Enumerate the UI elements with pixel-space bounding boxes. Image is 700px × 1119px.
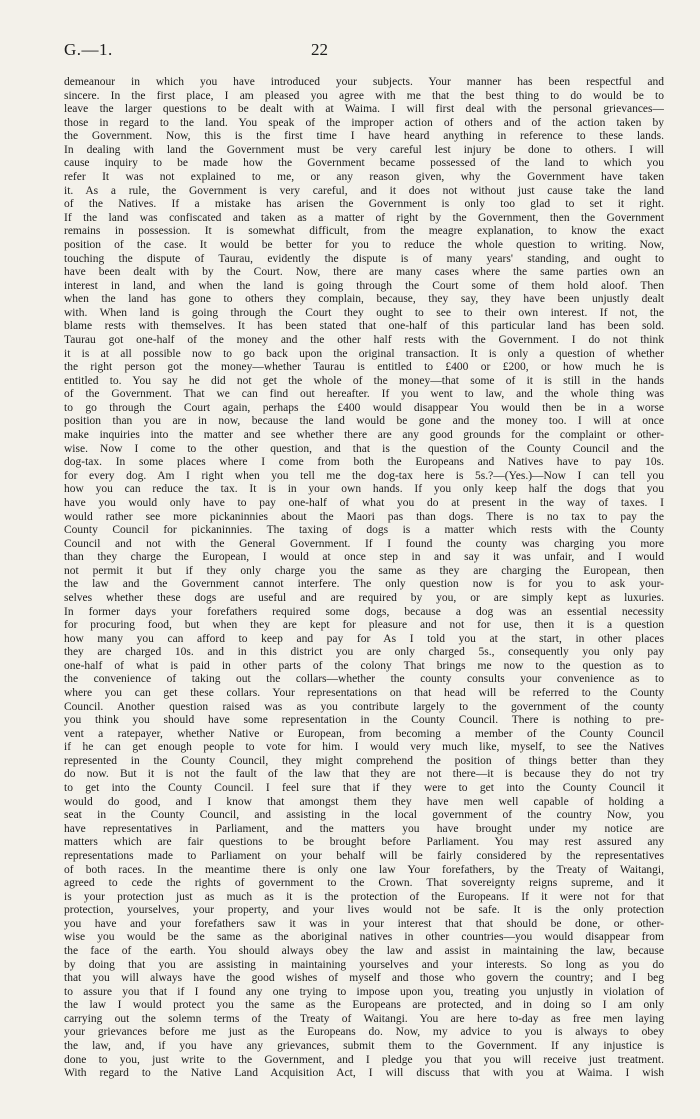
text-line: protection, yourselves, your property, and your lives would not be safe. It is the only protection [64,904,664,917]
text-line: dog-tax. In some places where I come from both the Europeans and Natives have to pay 10s. [64,456,664,469]
text-line: refer It was not explained to me, or any reason given, why the Government have taken [64,171,664,184]
text-line: In former days your forefathers required some dogs, because a dog was an essential necessity [64,605,664,618]
text-line: touching the dispute of Taurau, evidently the dispute is of many years' standing, and ought to [64,252,664,265]
text-line: vent a ratepayer, whether Native or European, from becoming a member of the County Council [64,727,664,740]
text-line: for procuring food, but when they are kept for pleasure and not for use, then it is a question [64,619,664,632]
text-line: carrying out the solemn terms of the Treaty of Waitangi. You are here to-day as free men laying [64,1012,664,1025]
page-reference: G.—1. [64,40,113,59]
text-line: wise. Now I come to the other question, and that is the question of the County Council and the [64,442,664,455]
text-line: selves whether these dogs are useful and are required by you, or are simply kept as luxuries. [64,591,664,604]
text-line: where you can get these collars. Your representations on that head will be referred to the County [64,687,664,700]
text-line: cause inquiry to be made how the Government became possessed of the land to which you [64,157,664,170]
text-line: to go through the Court again, perhaps the £400 would disappear You would then be in a worse [64,401,664,414]
text-line: how many you can afford to keep and pay for As I told you at the start, in other places [64,632,664,645]
text-line: leave the larger questions to be dealt with at Waima. I will first deal with the personal grievances— [64,103,664,116]
text-line: the law and the Government cannot interfere. The only question now is for you to ask your- [64,578,664,591]
text-line: remains in possession. It is somewhat difficult, from the meagre explanation, to know the exact [64,225,664,238]
text-line: is your protection just as much as it is the protection of the Europeans. If it were not for that [64,890,664,903]
text-line: County Council for pickaninnies. The taxing of dogs is a matter which rests with the County [64,524,664,537]
text-line: represented in the County Council, they might comprehend the position of things better than they [64,754,664,767]
text-line: Council and not with the General Government. If I found the county was charging you more [64,537,664,550]
text-line: make inquiries into the matter and see whether there are any good grounds for the complaint or other- [64,429,664,442]
text-line: of the Natives. If a mistake has arisen the Government is only too glad to set it right. [64,198,664,211]
text-line: the convenience of taking out the collars—whether the county consults your convenience as to [64,673,664,686]
text-line: would do good, and I know that amongst them they have men well capable of holding a [64,795,664,808]
text-line: your grievances before me just as the Europeans do. Now, my advice to you is always to obey [64,1026,664,1039]
text-line: sincere. In the first place, I am pleased you agree with me that the best thing to do would be to [64,89,664,102]
text-line: the face of the earth. You should always obey the law and assist in maintaining the law, because [64,945,664,957]
text-line: it. As a rule, the Government is very careful, and it does not without just cause take the land [64,184,664,197]
text-line: to assure you that if I found any one trying to impose upon you, treating you unjustly in violation of [64,985,664,998]
text-line: to get into the County Council. I feel sure that if they were to get into the County Council it [64,782,664,795]
text-line: Taurau got one-half of the money and the other half rests with the Government. I do not think [64,333,664,346]
text-line: those in regard to the land. You speak of the improper action of others and of the action taken by [64,116,664,129]
text-line: the law, and, if you have any grievances, submit them to the Government. If any injustice is [64,1040,664,1053]
text-line: position than you are in now, because the land would be gone and the money too. I will at once [64,415,664,428]
text-line: than they charge the European, I would at once step in and say it was unfair, and I would [64,551,664,564]
text-line: of both races. In the meantime there is only one law Your forefathers, by the Treaty of Waitangi, [64,863,664,876]
text-line: the law I would protect you the same as the Europeans are protected, and in doing so I am only [64,999,664,1012]
text-line: have representatives in Parliament, and the matters you have brought under my notice are [64,822,664,835]
text-line: how you can reduce the tax. It is in your own hands. If you only keep half the dogs that you [64,483,664,496]
text-line: you think you should have some representation in the County Council. There is nothing to pre- [64,714,664,727]
text-line: position of the case. It would be better for you to reduce the whole question to writing. Now, [64,238,664,251]
body-text [64,76,664,1081]
text-line: of the Government. That we can find out hereafter. If you went to law, and the whole thing was [64,388,664,401]
text-line: done to you, just write to the Government, and I pledge you that you will receive just treatment. [64,1053,664,1066]
text-line: they are charged 10s. and in this district you are only charged 5s., consequently you only pay [64,646,664,659]
text-line: the Government. Now, this is the first time I have heard anything in reference to these lands. [64,130,664,143]
text-line: interest in land, and when the land is going through the Court some of them hold aloof. Then [64,279,664,292]
text-line: entitled to. You say he did not get the whole of the money—that some of it is still in the hands [64,374,664,387]
text-line: have been dealt with by the Court. Now, there are many cases where the same parties own an [64,266,664,279]
text-line: by doing that you are assisting in maintaining yourselves and your interests. So long as you do [64,958,664,971]
text-line: it is at all possible now to go back upon the original transaction. It is only a question of whether [64,347,664,360]
text-line: matters which are fair questions to be brought before Parliament. You may rest assured any [64,836,664,849]
text-line: would rather see more pickaninnies about the Maori pas than dogs. There is no tax to pay the [64,510,664,523]
text-line: when the land has gone to others they complain, because, they say, they have been unjustly dealt [64,293,664,306]
text-line: With regard to the Native Land Acquisition Act, I will discuss that with you at Waima. I wish [64,1067,664,1080]
text-line: have you would only have to pay one-half of what you do at present in the way of taxes. I [64,496,664,509]
text-line: you have and your forefathers saw it was in your interest that that should be done, or other- [64,917,664,930]
text-line: for every dog. Am I right when you tell me the dog-tax here is 5s.?—(Yes.)—Now I can tell you [64,469,664,482]
text-line: do now. But it is not the fault of the law that they are not there—it is because they do not try [64,768,664,781]
text-line: demeanour in which you have introduced your subjects. Your manner has been respectful and [64,76,664,88]
page-number: 22 [311,40,328,59]
text-line: seat in the County Council, and assisting in the local government of the country Now, you [64,809,664,822]
text-line: not permit it but if they only charge you the same as they are charging the European, then [64,564,664,577]
text-line: one-half of what is paid in other parts of the colony That brings me now to the question as to [64,659,664,672]
text-line: with. When land is going through the Court they ought to see to their own interest. If not, the [64,306,664,319]
text-line: Council. Another question raised was as you contribute largely to the government of the county [64,700,664,713]
text-line: that you will always have the good wishes of myself and those who govern the country; and I beg [64,972,664,985]
text-line: In dealing with land the Government must be very careful lest injury be done to others. I will [64,143,664,156]
text-line: If the land was confiscated and taken as a matter of right by the Government, then the Government [64,211,664,224]
text-line: if he can get enough people to vote for him. I would very much like, myself, to see the Natives [64,741,664,754]
page-header [64,0,664,64]
text-line: representations made to Parliament on your behalf will be fairly considered by the representatives [64,849,664,862]
text-line: blame rests with themselves. It has been stated that one-half of this particular land has been sold. [64,320,664,333]
text-line: the right person got the money—whether Taurau is entitled to £400 or £200, or how much he is [64,361,664,374]
text-line: agreed to cede the rights of government to the Crown. That sovereignty reigns supreme, and it [64,877,664,890]
text-line: wise you would be the same as the aboriginal natives in other countries—you would disappear from [64,931,664,944]
